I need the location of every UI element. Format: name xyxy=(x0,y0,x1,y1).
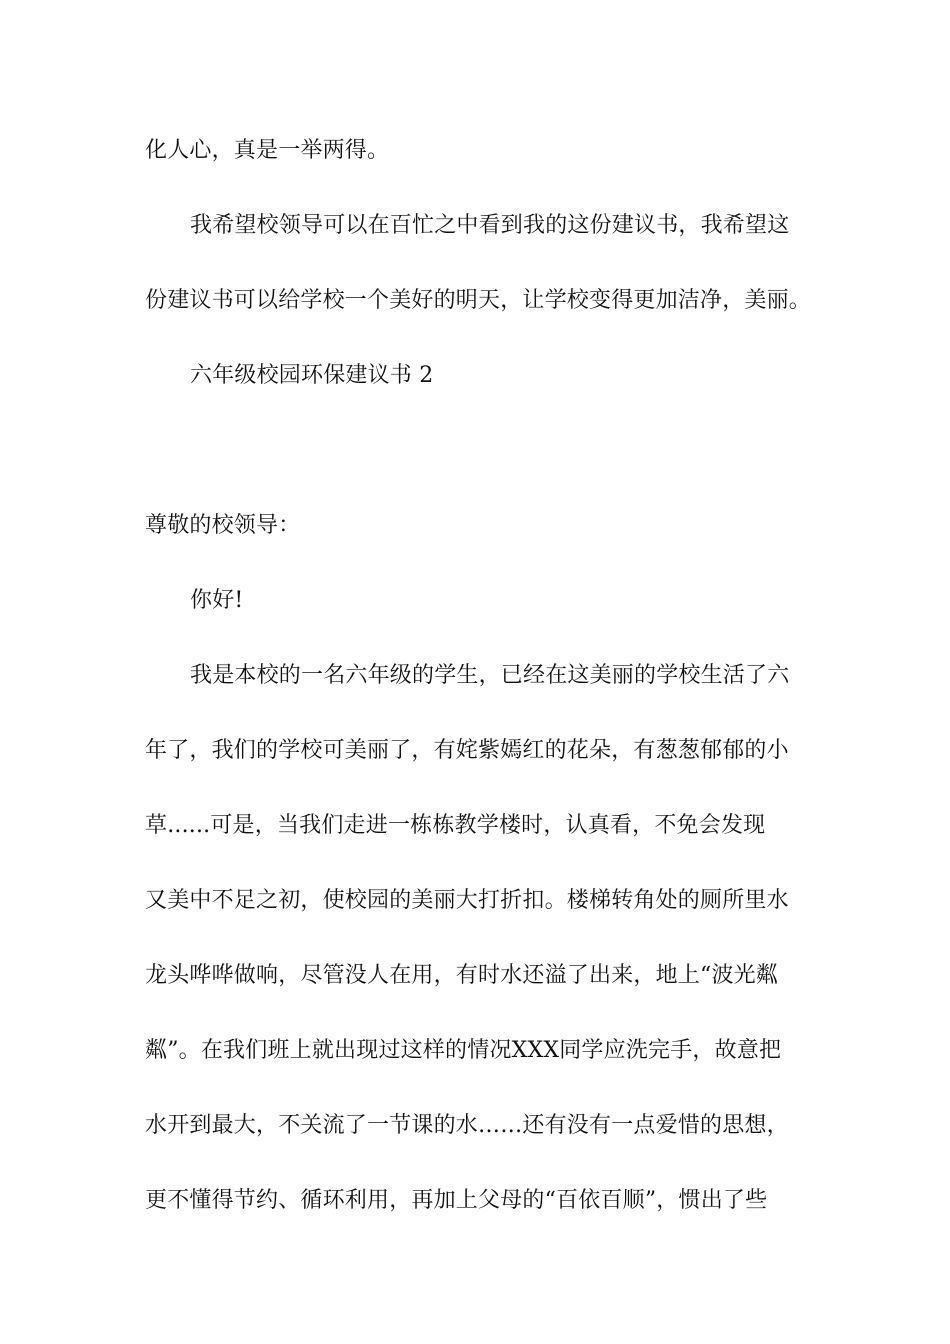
paragraph-line: 龙头哗哗做响，尽管没人在用，有时水还溢了出来，地上“波光粼 xyxy=(145,963,779,988)
paragraph-line: 水开到最大，不关流了一节课的水……还有没有一点爱惜的思想， xyxy=(145,1113,789,1138)
paragraph-line: 我希望校领导可以在百忙之中看到我的这份建议书，我希望这 xyxy=(190,213,790,238)
greeting: 你好! xyxy=(190,588,244,613)
paragraph-line: 份建议书可以给学校一个美好的明天，让学校变得更加洁净，美丽。 xyxy=(145,288,812,313)
salutation: 尊敬的校领导： xyxy=(145,513,301,538)
paragraph-line: 粼”。在我们班上就出现过这样的情况XXX同学应洗完手，故意把 xyxy=(145,1038,782,1063)
section-title: 六年级校园环保建议书 2 xyxy=(190,363,434,388)
paragraph-line: 化人心，真是一举两得。 xyxy=(145,138,390,163)
paragraph-line: 更不懂得节约、循环利用，再加上父母的“百依百顺”，惯出了些 xyxy=(145,1188,768,1213)
paragraph-line: 我是本校的一名六年级的学生，已经在这美丽的学校生活了六 xyxy=(190,663,790,688)
paragraph-line: 又美中不足之初，使校园的美丽大打折扣。楼梯转角处的厕所里水 xyxy=(145,888,789,913)
paragraph-line: 年了，我们的学校可美丽了，有姹紫嫣红的花朵，有葱葱郁郁的小 xyxy=(145,738,789,763)
paragraph-line: 草......可是，当我们走进一栋栋教学楼时，认真看，不免会发现 xyxy=(145,813,766,838)
